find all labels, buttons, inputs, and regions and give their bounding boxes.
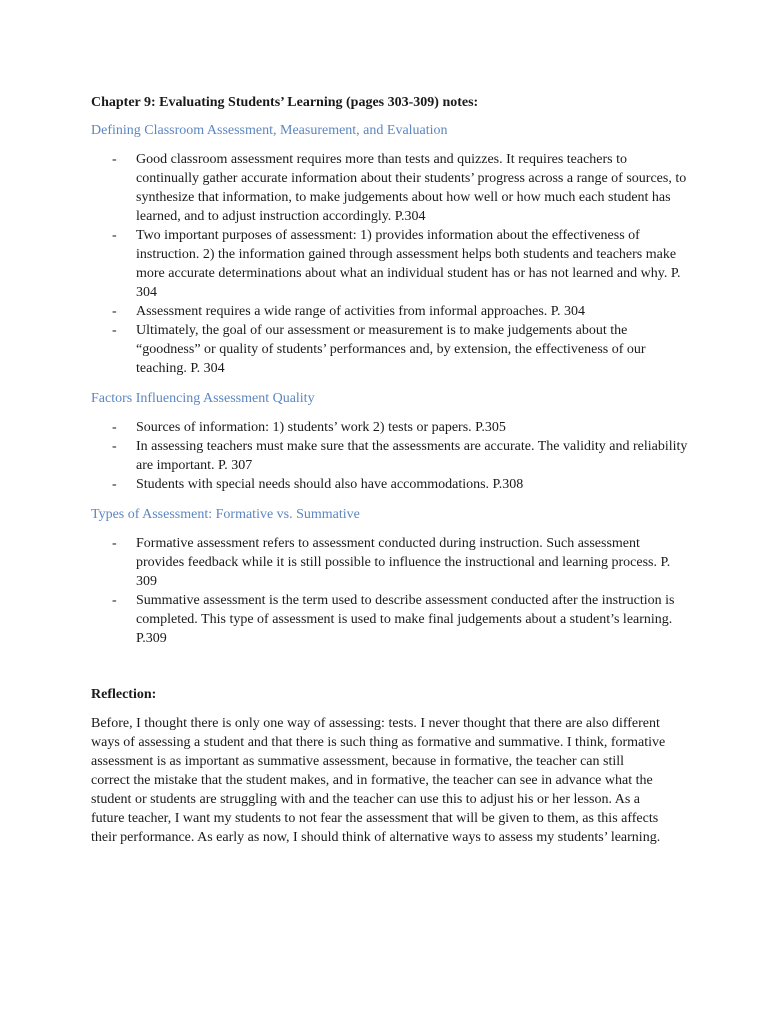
bullet-text: Summative assessment is the term used to describe assessment conducted after the instruction is completed. This type of assessment is used to make final judgements about a student’s learning. P.309: [136, 593, 675, 646]
bullet-text: Ultimately, the goal of our assessment or measurement is to make judgements about the “goodness” or quality of students’ performances and, by extension, the effectiveness of our teaching. P. 304: [136, 323, 646, 376]
list-item: [91, 150, 691, 226]
bullet-dash: -: [112, 536, 117, 551]
document-title: Chapter 9: Evaluating Students’ Learning (pages 303-309) notes:: [91, 95, 479, 110]
bullet-text: Formative assessment refers to assessment conducted during instruction. Such assessment provides feedback while it is still possible to influence the instructional and learning process. P. 309: [136, 536, 671, 589]
list-item: [91, 534, 691, 591]
bullet-dash: -: [112, 420, 117, 435]
bullet-dash: -: [112, 152, 117, 167]
bullet-dash: -: [112, 439, 117, 454]
bullet-dash: -: [112, 593, 117, 608]
section-heading-defining: Defining Classroom Assessment, Measurement, and Evaluation: [91, 123, 448, 138]
list-item: [91, 226, 691, 302]
bullet-text: Students with special needs should also have accommodations. P.308: [136, 477, 524, 492]
bullet-list-types: [91, 534, 691, 648]
bullet-dash: -: [112, 304, 117, 319]
bullet-text: Good classroom assessment requires more than tests and quizzes. It requires teachers to continually gather accurate information about their students’ progress across a range of sources, to synthesize that information, to make judgements about how well or how much each student has learned, and to adjust instruction accordingly. P.304: [136, 152, 687, 224]
list-item: [91, 321, 691, 378]
bullet-list-factors: [91, 418, 691, 494]
bullet-dash: -: [112, 228, 117, 243]
list-item: [91, 475, 691, 494]
bullet-text: Sources of information: 1) students’ work 2) tests or papers. P.305: [136, 420, 506, 435]
section-heading-types: Types of Assessment: Formative vs. Summative: [91, 507, 360, 522]
reflection-label: Reflection:: [91, 687, 157, 702]
list-item: [91, 437, 691, 475]
bullet-text: In assessing teachers must make sure that the assessments are accurate. The validity and reliability are important. P. 307: [136, 439, 688, 473]
section-heading-factors: Factors Influencing Assessment Quality: [91, 391, 315, 406]
reflection-paragraph: Before, I thought there is only one way of assessing: tests. I never thought that there are also different ways of assessing a student and that there is such thing as formative and summative. I think, formative assessment is as important as summative assessment, because in formative, the teacher can still correct the mistake that the student makes, and in formative, the teacher can see in advance what the student or students are struggling with and the teacher can use this to adjust his or her lesson. As a future teacher, I want my students to not fear the assessment that will be given to them, as this affects their performance. As early as now, I should think of alternative ways to assess my students’ learning.: [91, 716, 666, 845]
bullet-text: Two important purposes of assessment: 1) provides information about the effectiveness of instruction. 2) the information gained through assessment helps both students and teachers make more accurate determinations about what an individual student has or has not learned and why. P. 304: [136, 228, 681, 300]
bullet-dash: -: [112, 477, 117, 492]
list-item: [91, 302, 691, 321]
list-item: [91, 591, 691, 648]
bullet-list-defining: [91, 150, 691, 378]
list-item: [91, 418, 691, 437]
bullet-text: Assessment requires a wide range of activities from informal approaches. P. 304: [136, 304, 586, 319]
bullet-dash: -: [112, 323, 117, 338]
document-page: [91, 94, 691, 847]
